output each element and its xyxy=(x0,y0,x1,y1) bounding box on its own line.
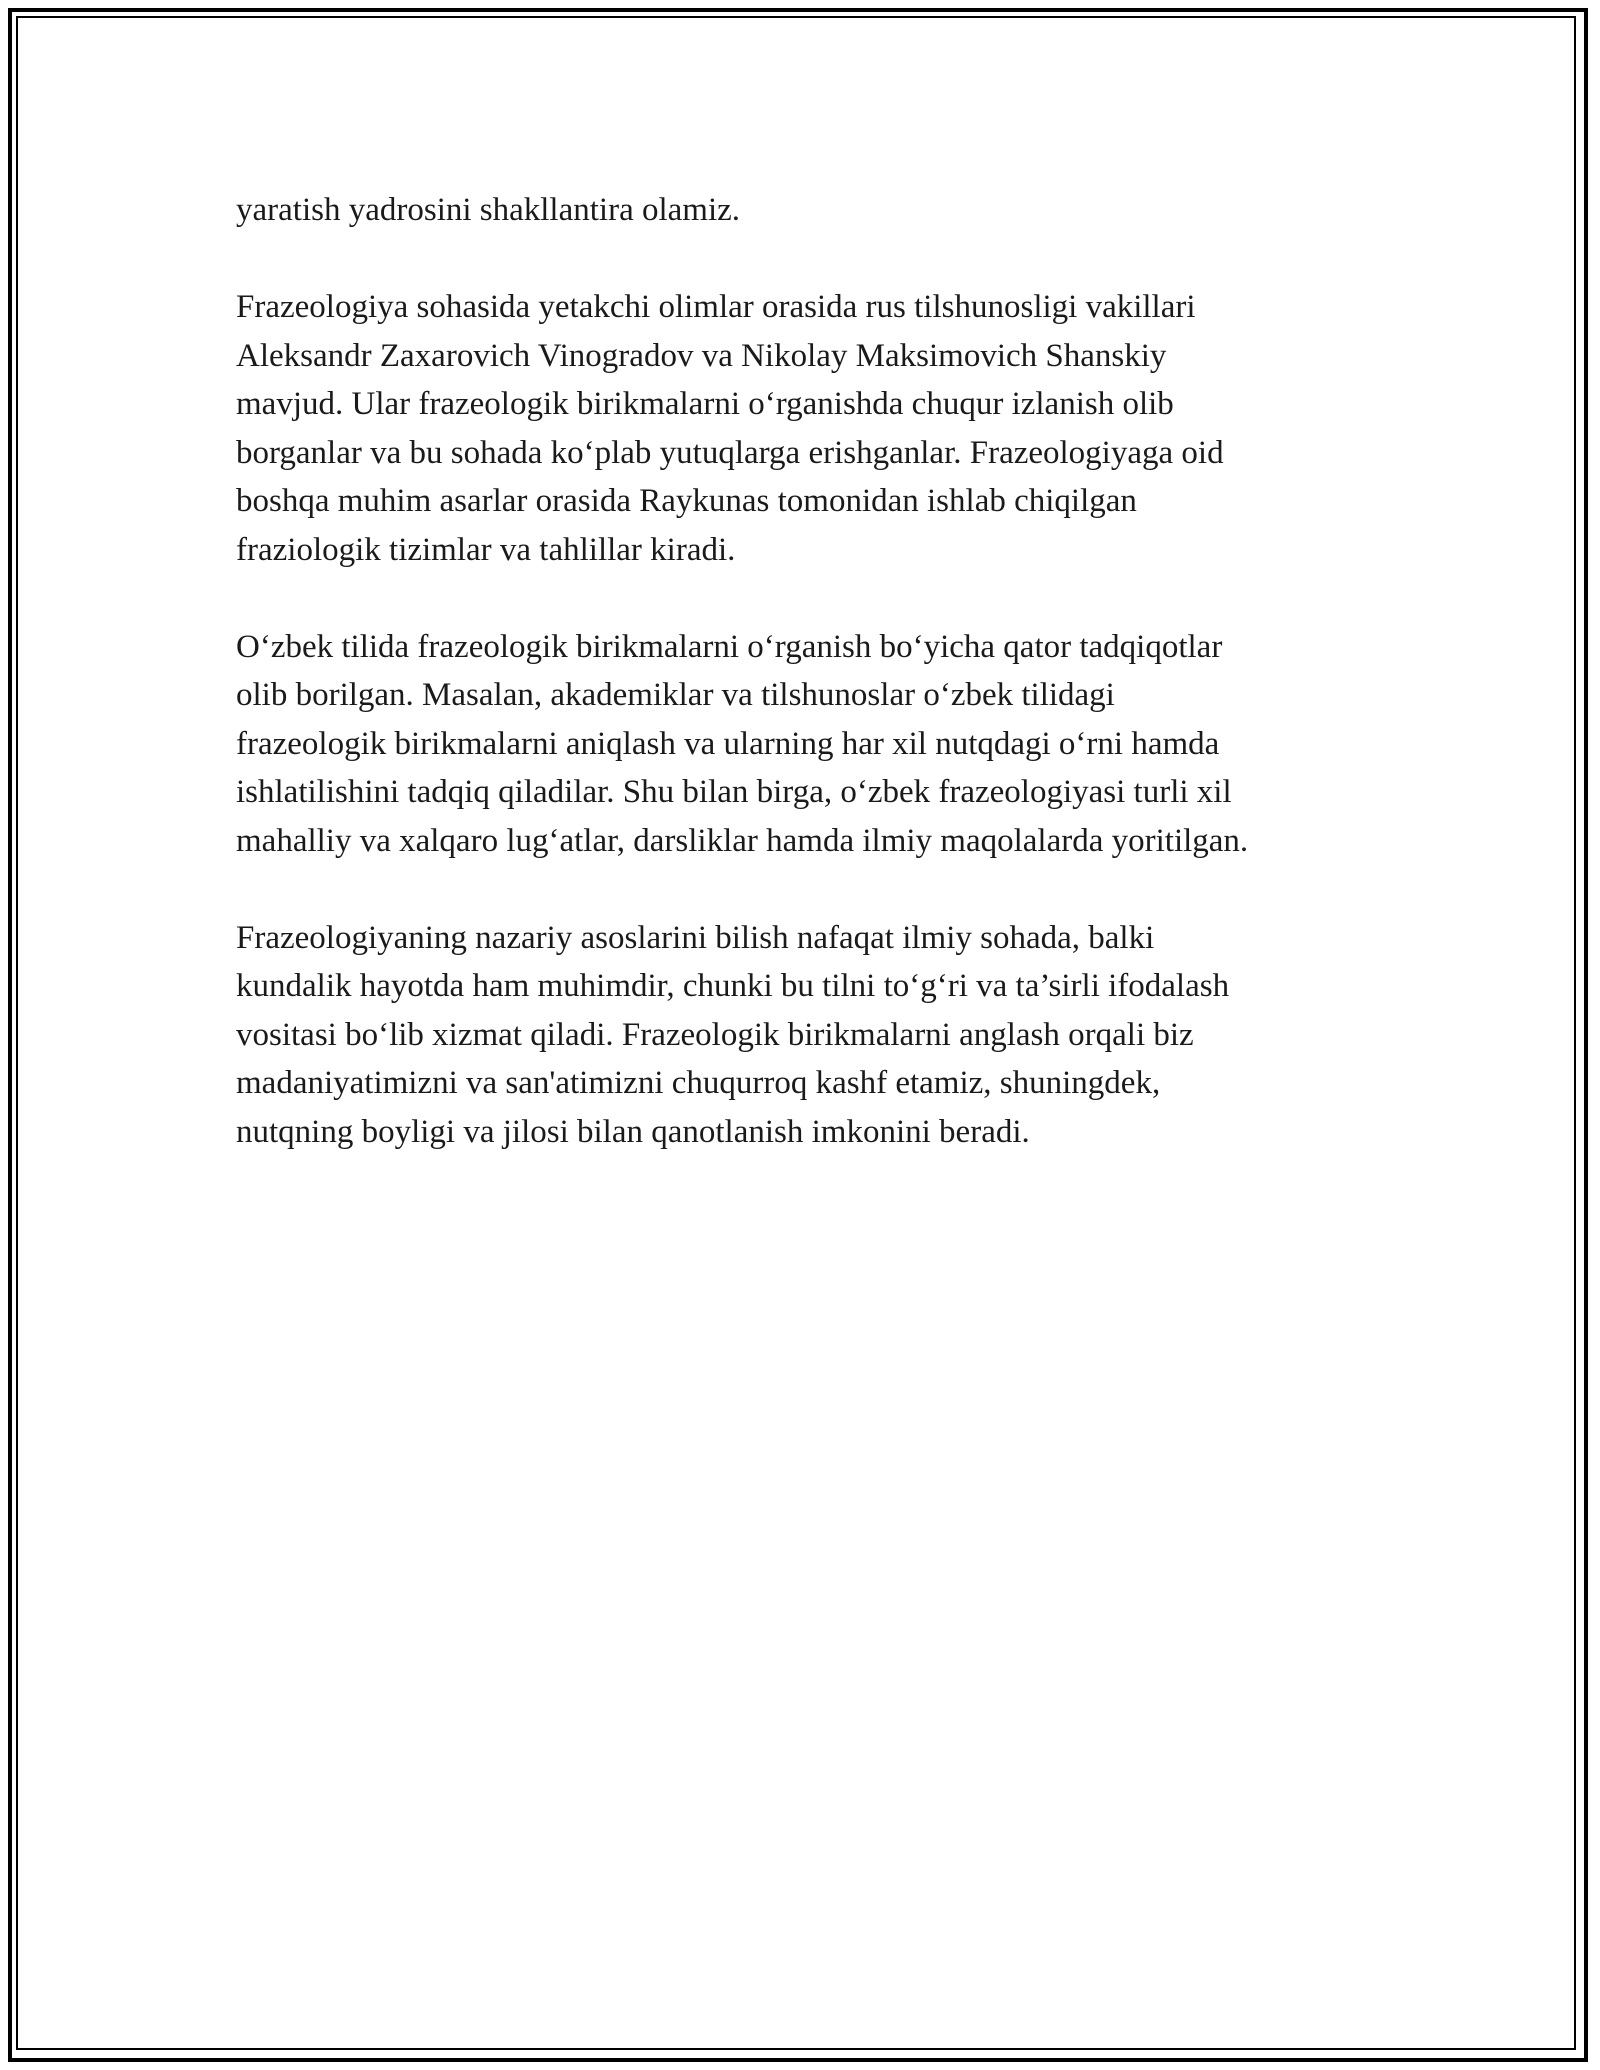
paragraph-3: O‘zbek tilida frazeologik birikmalarni o‘rganish bo‘yicha qator tadqiqotlar olib borilgan. Masalan, akademiklar va tilshunoslar o‘zbek tilidagi frazeologik birikmalarni aniqlash va ularning har xil nutqdagi o‘rni hamda ishlatilishini tadqiq qiladilar. Shu bilan birga, o‘zbek frazeologiyasi turli xil mahalliy va xalqaro lug‘atlar, darsliklar hamda ilmiy maqolalarda yoritilgan. xyxy=(236,628,1249,859)
document-body xyxy=(236,186,1406,1205)
paragraph-2: Frazeologiya sohasida yetakchi olimlar orasida rus tilshunosligi vakillari Aleksandr Zaxarovich Vinogradov va Nikolay Maksimovich Shanskiy mavjud. Ular frazeologik birikmalarni o‘rganishda chuqur izlanish olib borganlar va bu sohada ko‘plab yutuqlarga erishganlar. Frazeologiyaga oid boshqa muhim asarlar orasida Raykunas tomonidan ishlab chiqilgan fraziologik tizimlar va tahlillar kiradi. xyxy=(236,289,1224,568)
paragraph-4: Frazeologiyaning nazariy asoslarini bilish nafaqat ilmiy sohada, balki kundalik hayotda ham muhimdir, chunki bu tilni to‘g‘ri va ta’sirli ifodalash vositasi bo‘lib xizmat qiladi. Frazeologik birikmalarni anglash orqali biz madaniyatimizni va san'atimizni chuqurroq kashf etamiz, shuningdek, nutqning boyligi va jilosi bilan qanotlanish imkonini beradi. xyxy=(236,919,1230,1150)
paragraph-1: yaratish yadrosini shakllantira olamiz. xyxy=(236,192,741,228)
